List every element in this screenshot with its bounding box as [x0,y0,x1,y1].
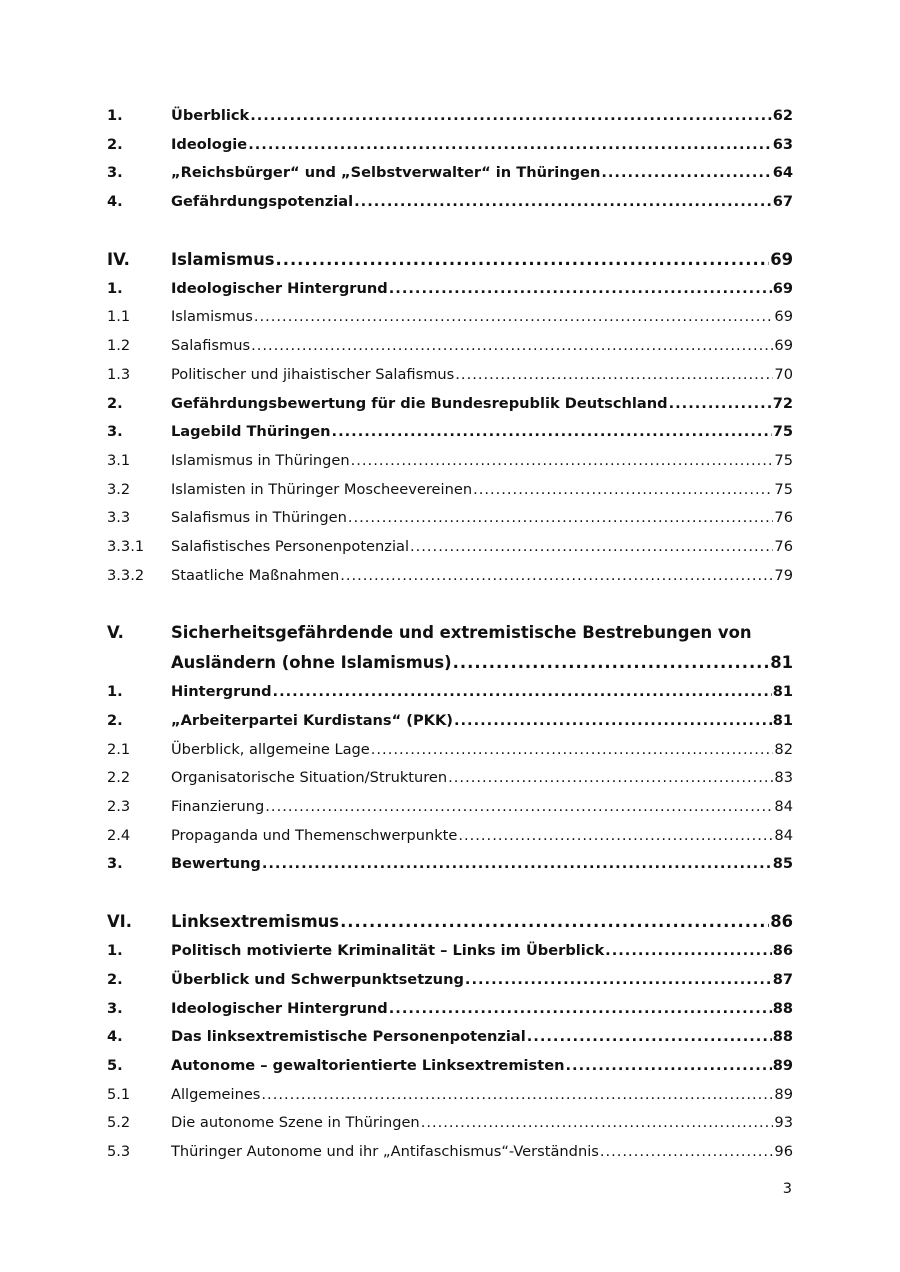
toc-entry-page: 82 [774,740,793,758]
table-of-contents [107,102,793,1167]
toc-entry-number: VI. [107,912,133,932]
toc-entry-title: Ideologie [171,135,248,153]
toc-entry[interactable] [107,822,793,851]
toc-entry-number: 3.3.1 [107,537,145,555]
toc-entry[interactable] [107,764,793,793]
toc-entry[interactable] [107,678,793,707]
toc-entry-number: 1. [107,279,123,297]
toc-entry-number: 1.3 [107,365,131,383]
toc-entry[interactable] [107,736,793,765]
toc-entry[interactable] [107,533,793,562]
toc-entry-number: 2.1 [107,740,131,758]
toc-chapter-entry[interactable] [107,906,793,937]
toc-dot-leader [261,1081,773,1110]
toc-entry-page: 84 [774,798,793,816]
toc-entry[interactable] [107,159,793,188]
toc-entry-page: 89 [772,1056,793,1074]
toc-entry-page: 88 [772,999,793,1017]
toc-entry-title: Bewertung [171,855,261,873]
toc-entry[interactable] [107,361,793,390]
toc-entry-page: 75 [774,451,793,469]
toc-dot-leader [389,995,772,1024]
toc-entry-title: Politisch motivierte Kriminalität – Links im Überblick [171,942,605,960]
toc-dot-leader [421,1109,774,1138]
toc-dot-leader [565,1052,771,1081]
toc-dot-leader [332,418,772,447]
toc-entry-number: 4. [107,193,123,211]
toc-entry[interactable] [107,707,793,736]
toc-entry-page: 81 [770,653,793,673]
toc-entry-number: 2. [107,394,123,412]
toc-entry-number: 1.1 [107,308,131,326]
toc-entry-title: Das linksextremistische Personenpotenzial [171,1028,526,1046]
toc-entry-number: V. [107,623,124,643]
toc-dot-leader [600,1138,774,1167]
toc-entry-number: 3.2 [107,480,131,498]
toc-entry-number: 5.1 [107,1085,131,1103]
toc-entry-number: 3.3 [107,509,131,527]
toc-entry[interactable] [107,476,793,505]
toc-entry[interactable] [107,995,793,1024]
toc-entry-number: 3.1 [107,451,131,469]
toc-entry-title: Salafismus in Thüringen [171,509,347,527]
toc-entry-number: 2.2 [107,769,131,787]
toc-entry-number: 3. [107,164,123,182]
toc-entry-page: 86 [772,942,793,960]
toc-entry[interactable] [107,303,793,332]
toc-entry-page: 81 [772,683,793,701]
toc-entry-page: 62 [772,107,793,124]
toc-entry-page: 86 [770,912,793,932]
toc-dot-leader [273,678,772,707]
toc-entry[interactable] [107,390,793,419]
toc-entry-number: IV. [107,249,130,269]
toc-entry-title: „Arbeiterpartei Kurdistans“ (PKK) [171,712,453,729]
toc-dot-leader [354,188,772,217]
toc-entry-number: 1. [107,683,123,701]
toc-entry[interactable] [107,1023,793,1052]
toc-entry-page: 93 [774,1114,793,1132]
toc-entry[interactable] [107,1052,793,1081]
toc-entry[interactable] [107,418,793,447]
toc-entry-title: Thüringer Autonome und ihr „Antifaschismus“-Verständnis [171,1142,599,1160]
toc-entry[interactable] [107,188,793,217]
toc-entry-title: Propaganda und Themenschwerpunkte [171,826,458,844]
toc-entry-number: 1. [107,107,123,124]
toc-dot-leader [605,937,772,966]
toc-entry[interactable] [107,102,793,131]
toc-entry-title: Gefährdungsbewertung für die Bundesrepublik Deutschland [171,394,668,412]
toc-entry-title: Ideologischer Hintergrund [171,999,388,1017]
toc-entry-title: Linksextremismus [171,912,340,932]
toc-entry-title: Allgemeines [171,1085,261,1103]
toc-entry[interactable] [107,1138,793,1167]
toc-entry[interactable] [107,332,793,361]
toc-chapter-entry[interactable] [107,617,793,648]
toc-dot-leader [340,562,773,591]
toc-entry[interactable] [107,131,793,160]
toc-entry-page: 75 [774,480,793,498]
toc-entry-number: 3. [107,855,123,873]
toc-dot-leader [453,648,770,678]
toc-entry[interactable] [107,504,793,533]
toc-dot-leader [262,850,772,879]
toc-entry-title: Islamismus [171,249,275,269]
toc-entry[interactable] [107,1081,793,1110]
toc-entry-title: Politischer und jihaistischer Salafismus [171,365,455,383]
toc-entry-title: Finanzierung [171,798,265,816]
toc-entry[interactable] [107,937,793,966]
toc-dot-leader [448,764,773,793]
toc-entry[interactable] [107,966,793,995]
toc-dot-leader [473,476,773,505]
toc-entry-page: 79 [774,566,793,584]
toc-entry-title: Hintergrund [171,683,272,701]
toc-dot-leader [458,822,773,851]
toc-entry-title: Islamismus in Thüringen [171,451,350,469]
toc-entry-page: 69 [770,249,793,269]
toc-entry[interactable] [107,648,793,678]
toc-entry-page: 88 [772,1028,793,1046]
toc-entry-number: 2. [107,135,123,153]
toc-entry-number: 2. [107,970,123,988]
toc-entry-title: Die autonome Szene in Thüringen [171,1114,420,1132]
toc-dot-leader [251,332,773,361]
toc-entry-title: Salafismus [171,337,251,355]
toc-dot-leader [248,131,772,160]
toc-dot-leader [389,275,772,304]
toc-entry[interactable] [107,447,793,476]
toc-entry-title: Salafistisches Personenpotenzial [171,537,409,555]
toc-entry-title: Staatliche Maßnahmen [171,566,340,584]
toc-dot-leader [455,361,773,390]
toc-dot-leader [254,303,774,332]
toc-entry-page: 67 [772,193,793,211]
toc-chapter-entry[interactable] [107,244,793,275]
toc-entry-page: 69 [774,337,793,355]
toc-entry-page: 84 [774,826,793,844]
toc-dot-leader [265,793,773,822]
toc-entry-number: 1. [107,942,123,960]
toc-dot-leader [454,707,772,736]
toc-entry-number: 3. [107,423,123,441]
toc-entry[interactable] [107,562,793,591]
toc-entry-title: Überblick und Schwerpunktsetzung [171,970,464,988]
toc-entry-title: Organisatorische Situation/Strukturen [171,769,448,787]
toc-entry-page: 83 [774,769,793,787]
toc-entry-number: 2.3 [107,798,131,816]
toc-entry-title: Ideologischer Hintergrund [171,279,388,297]
toc-entry-number: 3. [107,999,123,1017]
toc-entry-number: 2. [107,712,123,729]
toc-entry-page: 75 [772,423,793,441]
toc-dot-leader [351,447,774,476]
toc-dot-leader [371,736,774,765]
toc-entry-title: Sicherheitsgefährdende und extremistische Bestrebungen von [171,623,752,643]
toc-entry-title: „Reichsbürger“ und „Selbstverwalter“ in Thüringen [171,164,601,182]
toc-entry-page: 72 [772,394,793,412]
toc-entry-page: 63 [772,135,793,153]
toc-entry-number: 2.4 [107,826,131,844]
toc-entry-title: Überblick [171,107,250,124]
toc-entry-number: 5. [107,1056,123,1074]
toc-entry-title: Islamisten in Thüringer Moscheevereinen [171,480,473,498]
toc-entry-page: 69 [774,308,793,326]
toc-entry[interactable] [107,275,793,304]
toc-dot-leader [250,102,771,131]
toc-entry[interactable] [107,850,793,879]
toc-entry-title: Autonome – gewaltorientierte Linksextremisten [171,1056,565,1074]
toc-entry-page: 81 [772,712,793,729]
toc-entry-title: Lagebild Thüringen [171,423,331,441]
toc-entry-title: Ausländern (ohne Islamismus) [171,653,452,673]
toc-entry-page: 96 [774,1142,793,1160]
toc-entry-number: 1.2 [107,337,131,355]
toc-dot-leader [340,906,769,937]
toc-entry[interactable] [107,793,793,822]
toc-dot-leader [465,966,772,995]
toc-entry-page: 76 [774,537,793,555]
toc-entry-page: 85 [772,855,793,873]
toc-dot-leader [276,244,770,275]
toc-dot-leader [410,533,773,562]
toc-entry-page: 76 [774,509,793,527]
page-number: 3 [782,1180,792,1197]
toc-entry-page: 87 [772,970,793,988]
toc-entry-page: 89 [774,1085,793,1103]
toc-entry-number: 4. [107,1028,123,1046]
toc-entry-title: Islamismus [171,308,253,326]
toc-entry-page: 69 [772,279,793,297]
toc-dot-leader [669,390,772,419]
toc-dot-leader [527,1023,772,1052]
toc-entry-number: 5.2 [107,1114,131,1132]
toc-entry-number: 3.3.2 [107,566,145,584]
toc-dot-leader [601,159,771,188]
toc-entry-number: 5.3 [107,1142,131,1160]
toc-entry-title: Gefährdungspotenzial [171,193,354,211]
toc-entry-page: 70 [774,365,793,383]
toc-entry-title: Überblick, allgemeine Lage [171,740,370,758]
toc-entry-page: 64 [772,164,793,182]
toc-dot-leader [348,504,774,533]
toc-entry[interactable] [107,1109,793,1138]
